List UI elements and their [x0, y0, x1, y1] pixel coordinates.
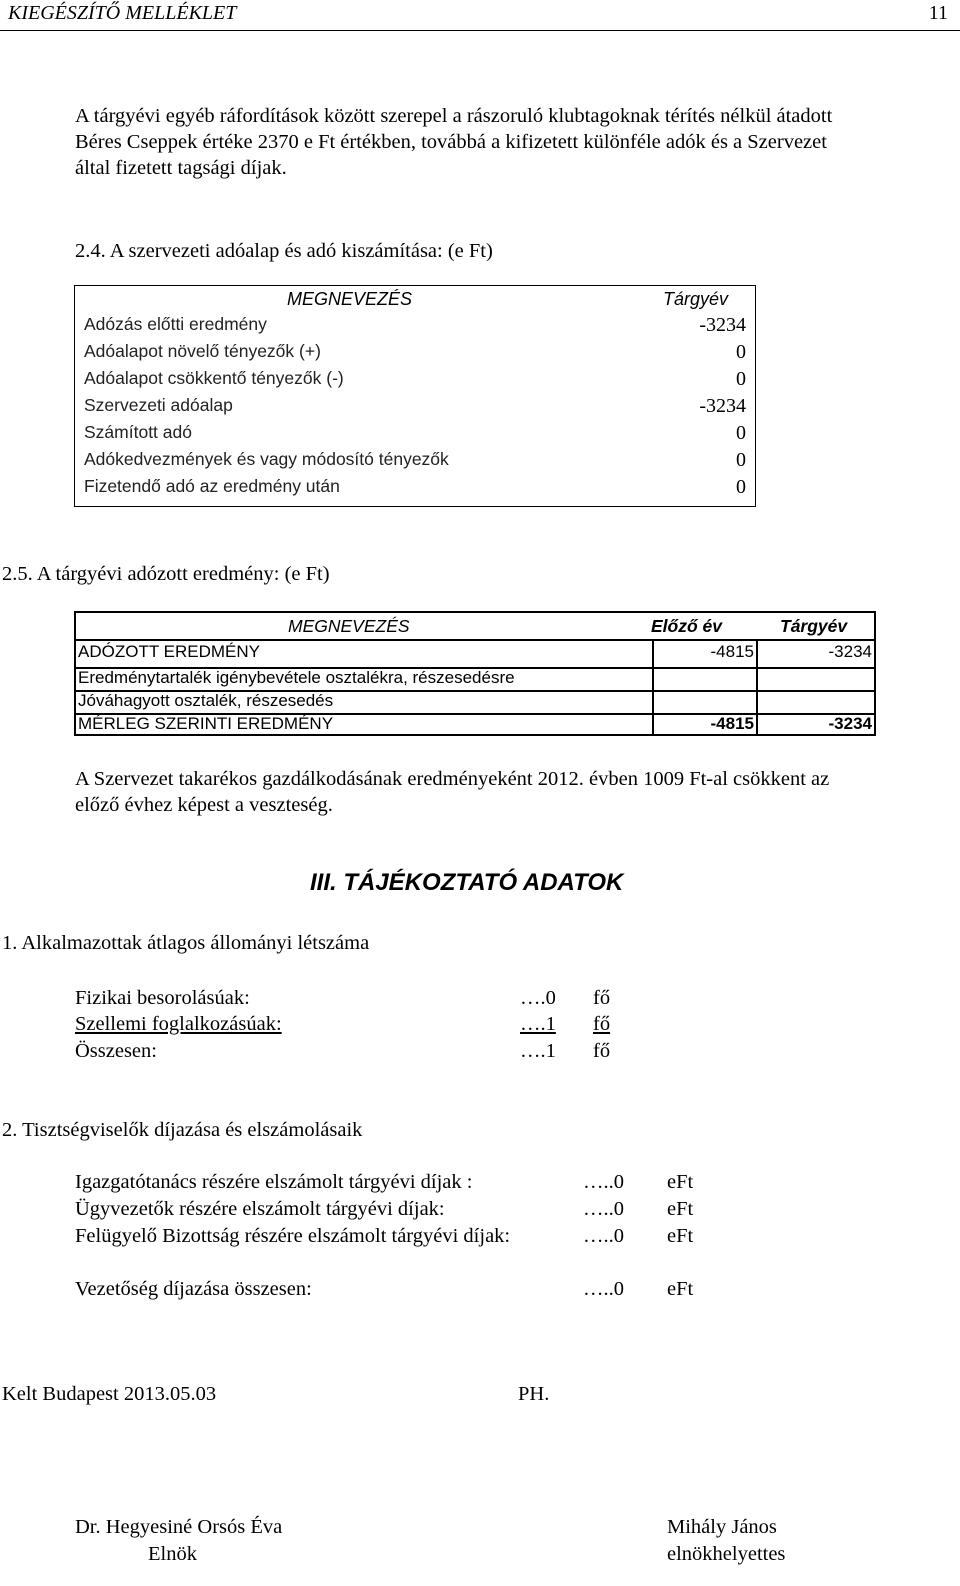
row-value: -3234	[699, 314, 746, 336]
fees-total-value: …..0	[583, 1278, 624, 1300]
fees-value-supervisory: …..0	[583, 1225, 624, 1247]
row-name: Jóváhagyott osztalék, részesedés	[78, 691, 334, 710]
row-name: Adóalapot csökkentő tényezők (-)	[84, 368, 344, 388]
section-25-title: 2.5. A tárgyévi adózott eredmény: (e Ft)	[2, 563, 330, 585]
row-prev: -4815	[710, 642, 754, 661]
staff-value-physical: ….0	[520, 987, 556, 1009]
table-row	[75, 341, 755, 368]
fees-value-board: …..0	[583, 1171, 624, 1193]
fees-unit-supervisory: eFt	[667, 1225, 694, 1247]
result-note-line-1: A Szervezet takarékos gazdálkodásának eredményeként 2012. évben 1009 Ft-al csökkent az	[75, 768, 830, 790]
place-date: Kelt Budapest 2013.05.03	[2, 1383, 217, 1405]
table-col-divider	[756, 639, 758, 734]
staff-title: 1. Alkalmazottak átlagos állományi létszáma	[2, 932, 370, 954]
row-year: -3234	[828, 714, 872, 733]
row-name: Adózás előtti eredmény	[84, 314, 267, 334]
row-name: Adóalapot növelő tényezők (+)	[84, 341, 321, 361]
row-value: 0	[736, 422, 746, 444]
intro-line-1: A tárgyévi egyéb ráfordítások között szerepel a rászoruló klubtagoknak térítés nélkül átadott	[75, 105, 833, 127]
row-value: -3234	[699, 395, 746, 417]
row-name: Adókedvezmények és vagy módosító tényezők	[84, 449, 449, 469]
staff-unit-white-collar: fő	[593, 1013, 611, 1035]
fees-total-unit: eFt	[667, 1278, 694, 1300]
col-header-name: MEGNEVEZÉS	[288, 616, 410, 636]
row-name: ADÓZOTT EREDMÉNY	[78, 642, 260, 661]
staff-label-physical: Fizikai besorolásúak:	[75, 987, 250, 1009]
table-row	[75, 422, 755, 449]
fees-unit-board: eFt	[667, 1171, 694, 1193]
staff-unit-total: fő	[593, 1040, 611, 1062]
staff-unit-physical: fő	[593, 987, 611, 1009]
stamp-mark: PH.	[518, 1383, 550, 1405]
fees-label-supervisory: Felügyelő Bizottság részére elszámolt tárgyévi díjak:	[75, 1225, 511, 1247]
section-24-title: 2.4. A szervezeti adóalap és adó kiszámítása: (e Ft)	[75, 240, 493, 262]
staff-label-white-collar-text: Szellemi foglalkozásúak:	[75, 1013, 282, 1035]
signer-2-name: Mihály János	[667, 1516, 777, 1538]
row-value: 0	[736, 341, 746, 363]
after-tax-result-table	[74, 611, 876, 736]
fees-total-label: Vezetőség díjazása összesen:	[75, 1278, 312, 1300]
fees-title: 2. Tisztségviselők díjazása és elszámolásaik	[2, 1119, 363, 1141]
staff-label-total: Összesen:	[75, 1040, 157, 1062]
result-note-line-2: előző évhez képest a veszteség.	[75, 794, 333, 816]
signer-2-role: elnökhelyettes	[667, 1543, 786, 1565]
col-header-year: Tárgyév	[662, 289, 728, 309]
row-value: 0	[736, 368, 746, 390]
table-header-row	[75, 287, 755, 314]
intro-line-3: által fizetett tagsági díjak.	[75, 157, 287, 179]
row-name: Szervezeti adóalap	[84, 395, 233, 415]
row-name: MÉRLEG SZERINTI EREDMÉNY	[78, 714, 334, 733]
tax-base-table	[74, 285, 756, 507]
page-number: 11	[928, 2, 948, 24]
fees-label-managers: Ügyvezetők részére elszámolt tárgyévi díjak:	[75, 1198, 445, 1220]
staff-value-total: ….1	[520, 1040, 556, 1062]
col-header-name: MEGNEVEZÉS	[287, 289, 413, 309]
fees-label-board: Igazgatótanács részére elszámolt tárgyévi díjak :	[75, 1171, 473, 1193]
section-iii-title: III. TÁJÉKOZTATÓ ADATOK	[310, 869, 624, 896]
staff-value-white-collar: ….1	[520, 1013, 556, 1035]
row-prev: -4815	[710, 714, 754, 733]
fees-value-managers: …..0	[583, 1198, 624, 1220]
row-value: 0	[736, 449, 746, 471]
col-header-prev: Előző év	[651, 616, 722, 636]
fees-unit-managers: eFt	[667, 1198, 694, 1220]
header-divider	[0, 30, 960, 31]
table-col-divider	[652, 639, 654, 734]
table-row	[75, 314, 755, 341]
signer-1-role: Elnök	[148, 1543, 197, 1565]
signer-1-name: Dr. Hegyesiné Orsós Éva	[75, 1516, 283, 1538]
col-header-year: Tárgyév	[780, 616, 848, 636]
table-row	[75, 476, 755, 503]
row-name: Fizetendő adó az eredmény után	[84, 476, 340, 496]
table-row	[75, 449, 755, 476]
row-name: Eredménytartalék igénybevétele osztalékra, részesedésre	[78, 668, 515, 687]
table-divider	[76, 639, 874, 641]
intro-line-2: Béres Cseppek értéke 2370 e Ft értékben, továbbá a kifizetett különféle adók és a Szervezet	[75, 131, 827, 153]
table-row	[75, 368, 755, 395]
table-row	[75, 395, 755, 422]
row-name: Számított adó	[84, 422, 192, 442]
row-year: -3234	[828, 642, 872, 661]
header-title: KIEGÉSZÍTŐ MELLÉKLET	[8, 2, 237, 24]
row-value: 0	[736, 476, 746, 498]
